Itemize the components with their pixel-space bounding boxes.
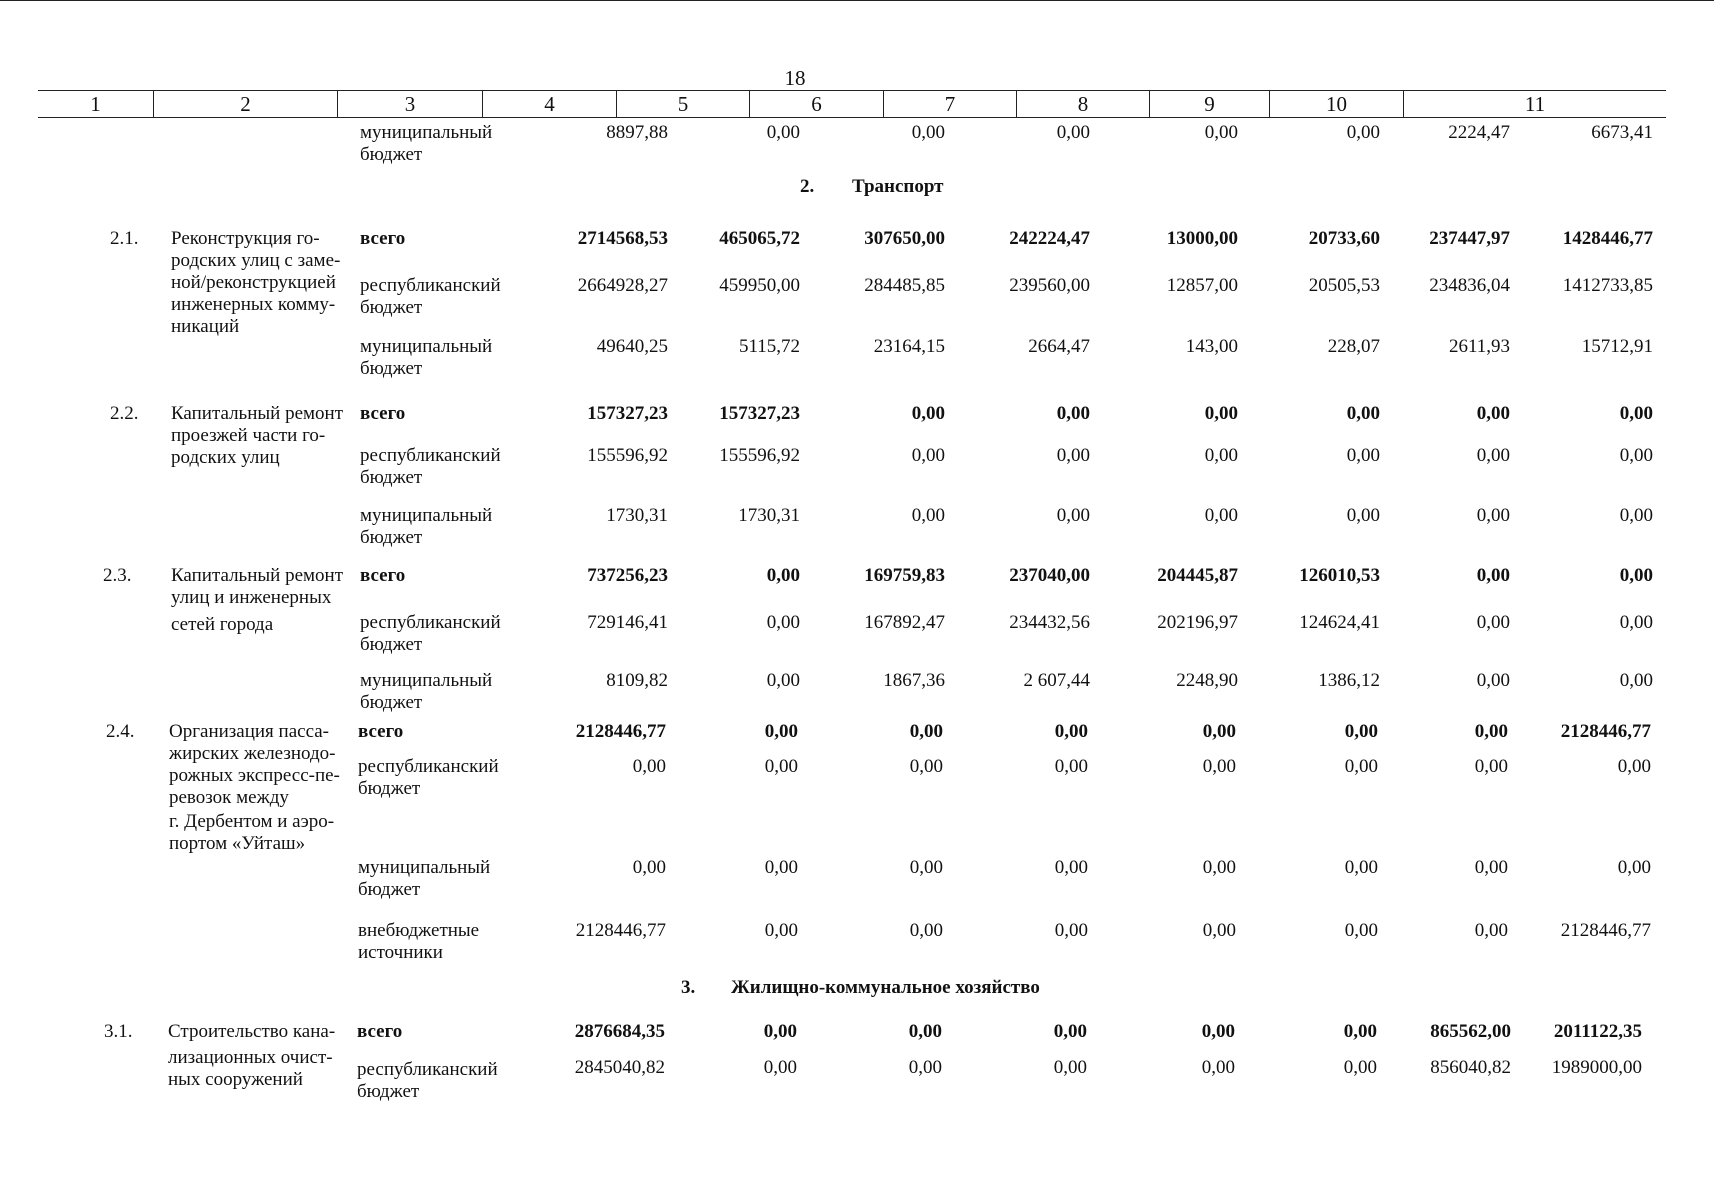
item-name-line: лизационных очист-	[168, 1047, 333, 1068]
item-name-line: Капитальный ремонт	[171, 403, 344, 424]
value-cell: 8109,82	[606, 670, 668, 691]
value-cell: 15712,91	[1581, 336, 1653, 357]
value-cell: 0,00	[1204, 122, 1238, 143]
value-cell: 0,00	[1346, 403, 1380, 424]
value-cell: 126010,53	[1299, 565, 1380, 586]
col-header-9: 9	[1204, 92, 1215, 116]
value-cell: 0,00	[1054, 756, 1088, 777]
value-cell: 8897,88	[606, 122, 668, 143]
value-cell: 284485,85	[864, 275, 945, 296]
source-label: муниципальный	[358, 857, 491, 878]
item-name-line: родских улиц	[171, 447, 280, 468]
value-cell: 865562,00	[1430, 1021, 1511, 1042]
source-label: республиканский	[357, 1059, 498, 1080]
value-cell: 2845040,82	[574, 1057, 665, 1078]
source-label: бюджет	[360, 634, 423, 655]
value-cell: 0,00	[1202, 721, 1236, 742]
value-cell: 0,00	[911, 403, 945, 424]
value-cell: 0,00	[1343, 1021, 1377, 1042]
item-name-line: Организация пасса-	[169, 721, 330, 742]
value-cell: 0,00	[1053, 1021, 1087, 1042]
source-label: бюджет	[358, 778, 421, 799]
value-cell: 0,00	[766, 670, 800, 691]
item-name-line: улиц и инженерных	[171, 587, 332, 608]
source-label: муниципальный	[360, 336, 493, 357]
value-cell: 49640,25	[596, 336, 668, 357]
value-cell: 0,00	[1202, 920, 1236, 941]
value-cell: 0,00	[909, 857, 943, 878]
value-cell: 0,00	[766, 565, 800, 586]
item-name-line: Капитальный ремонт	[171, 565, 344, 586]
value-cell: 0,00	[764, 721, 798, 742]
value-cell: 2664928,27	[577, 275, 668, 296]
source-label: всего	[360, 228, 406, 249]
value-cell: 23164,15	[873, 336, 945, 357]
value-cell: 228,07	[1327, 336, 1380, 357]
value-cell: 0,00	[1056, 445, 1090, 466]
value-cell: 307650,00	[864, 228, 945, 249]
source-label: муниципальный	[360, 122, 493, 143]
value-cell: 0,00	[1619, 565, 1653, 586]
value-cell: 239560,00	[1009, 275, 1090, 296]
section-number: 3.	[681, 977, 696, 998]
value-cell: 729146,41	[587, 612, 668, 633]
value-cell: 0,00	[1056, 403, 1090, 424]
value-cell: 2011122,35	[1553, 1021, 1642, 1042]
value-cell: 2714568,53	[577, 228, 668, 249]
value-cell: 169759,83	[864, 565, 945, 586]
value-cell: 0,00	[1476, 612, 1510, 633]
value-cell: 0,00	[1201, 1021, 1235, 1042]
source-label: всего	[360, 403, 406, 424]
item-name-line: Строительство кана-	[168, 1021, 336, 1042]
item-name-line: никаций	[171, 316, 240, 337]
source-label: бюджет	[357, 1081, 420, 1102]
value-cell: 0,00	[911, 122, 945, 143]
value-cell: 0,00	[1474, 857, 1508, 878]
item-name-line: родских улиц с заме-	[171, 250, 341, 271]
value-cell: 0,00	[1056, 505, 1090, 526]
value-cell: 143,00	[1185, 336, 1238, 357]
value-cell: 0,00	[1619, 445, 1653, 466]
value-cell: 0,00	[763, 1021, 797, 1042]
source-label: республиканский	[360, 275, 501, 296]
value-cell: 1730,31	[606, 505, 668, 526]
value-cell: 0,00	[1474, 721, 1508, 742]
value-cell: 1428446,77	[1562, 228, 1653, 249]
value-cell: 0,00	[1476, 565, 1510, 586]
item-name-line: ных сооружений	[168, 1069, 303, 1090]
source-label: всего	[357, 1021, 403, 1042]
value-cell: 237040,00	[1009, 565, 1090, 586]
value-cell: 2128446,77	[575, 721, 666, 742]
value-cell: 2128446,77	[1560, 721, 1651, 742]
value-cell: 2611,93	[1448, 336, 1510, 357]
col-header-1: 1	[90, 92, 101, 116]
value-cell: 0,00	[1619, 670, 1653, 691]
value-cell: 0,00	[1476, 445, 1510, 466]
value-cell: 0,00	[1344, 756, 1378, 777]
value-cell: 1386,12	[1318, 670, 1380, 691]
col-header-4: 4	[544, 92, 555, 116]
value-cell: 2664,47	[1028, 336, 1090, 357]
value-cell: 0,00	[1202, 857, 1236, 878]
col-header-7: 7	[944, 92, 956, 116]
value-cell: 20505,53	[1308, 275, 1380, 296]
value-cell: 167892,47	[864, 612, 945, 633]
col-header-5: 5	[677, 92, 689, 116]
value-cell: 0,00	[1617, 756, 1651, 777]
value-cell: 124624,41	[1299, 612, 1380, 633]
value-cell: 0,00	[1054, 857, 1088, 878]
item-name-line: ревозок между	[169, 787, 289, 808]
value-cell: 0,00	[632, 756, 666, 777]
value-cell: 0,00	[1054, 721, 1088, 742]
value-cell: 0,00	[909, 721, 943, 742]
value-cell: 0,00	[911, 505, 945, 526]
value-cell: 0,00	[1617, 857, 1651, 878]
source-label: бюджет	[360, 467, 423, 488]
value-cell: 2128446,77	[1560, 920, 1651, 941]
value-cell: 0,00	[1054, 920, 1088, 941]
value-cell: 242224,47	[1009, 228, 1090, 249]
value-cell: 204445,87	[1157, 565, 1238, 586]
source-label: всего	[360, 565, 406, 586]
value-cell: 0,00	[911, 445, 945, 466]
value-cell: 0,00	[766, 122, 800, 143]
source-label: внебюджетные	[358, 920, 480, 941]
value-cell: 459950,00	[719, 275, 800, 296]
value-cell: 157327,23	[719, 403, 800, 424]
item-name-line: г. Дербентом и аэро-	[169, 811, 335, 832]
value-cell: 856040,82	[1430, 1057, 1511, 1078]
table-header-row	[38, 90, 1666, 118]
value-cell: 2 607,44	[1023, 670, 1090, 691]
value-cell: 465065,72	[719, 228, 800, 249]
value-cell: 0,00	[764, 920, 798, 941]
item-name-line: рожных экспресс-пе-	[169, 765, 340, 786]
source-label: бюджет	[360, 144, 423, 165]
value-cell: 12857,00	[1166, 275, 1238, 296]
source-label: бюджет	[360, 692, 423, 713]
item-number: 2.4.	[106, 721, 135, 742]
item-name-line: инженерных комму-	[171, 294, 336, 315]
item-name-line: проезжей части го-	[171, 425, 326, 446]
value-cell: 0,00	[909, 756, 943, 777]
value-cell: 0,00	[1344, 920, 1378, 941]
value-cell: 0,00	[1204, 403, 1238, 424]
item-number: 2.3.	[103, 565, 132, 586]
item-number: 2.2.	[110, 403, 139, 424]
value-cell: 1867,36	[883, 670, 945, 691]
source-label: бюджет	[360, 297, 423, 318]
value-cell: 237447,97	[1429, 228, 1510, 249]
value-cell: 0,00	[1204, 445, 1238, 466]
value-cell: 0,00	[1344, 721, 1378, 742]
item-name-line: портом «Уйташ»	[169, 833, 306, 854]
value-cell: 0,00	[764, 756, 798, 777]
value-cell: 2128446,77	[575, 920, 666, 941]
col-header-11: 11	[1524, 92, 1546, 116]
value-cell: 0,00	[908, 1021, 942, 1042]
value-cell: 0,00	[1053, 1057, 1087, 1078]
source-label: республиканский	[358, 756, 499, 777]
item-number: 3.1.	[104, 1021, 133, 1042]
col-header-10: 10	[1326, 92, 1347, 116]
value-cell: 0,00	[1619, 505, 1653, 526]
section-title: Жилищно-коммунальное хозяйство	[731, 977, 1040, 998]
section-title: Транспорт	[852, 176, 944, 197]
value-cell: 0,00	[1343, 1057, 1377, 1078]
value-cell: 0,00	[1344, 857, 1378, 878]
value-cell: 234836,04	[1429, 275, 1510, 296]
col-header-8: 8	[1077, 92, 1089, 116]
value-cell: 0,00	[1202, 756, 1236, 777]
value-cell: 0,00	[1474, 920, 1508, 941]
source-label: источники	[358, 942, 443, 963]
value-cell: 0,00	[1619, 403, 1653, 424]
value-cell: 1989000,00	[1551, 1057, 1642, 1078]
page-edge-line	[0, 0, 1714, 1]
value-cell: 2224,47	[1448, 122, 1510, 143]
source-label: бюджет	[358, 879, 421, 900]
value-cell: 157327,23	[587, 403, 668, 424]
value-cell: 0,00	[1346, 445, 1380, 466]
value-cell: 1730,31	[738, 505, 800, 526]
source-label: республиканский	[360, 612, 501, 633]
value-cell: 0,00	[764, 857, 798, 878]
col-header-3: 3	[404, 92, 416, 116]
item-name-line: жирских железнодо-	[169, 743, 336, 764]
value-cell: 0,00	[632, 857, 666, 878]
value-cell: 0,00	[1474, 756, 1508, 777]
value-cell: 0,00	[1476, 403, 1510, 424]
value-cell: 0,00	[1204, 505, 1238, 526]
value-cell: 1412733,85	[1562, 275, 1653, 296]
value-cell: 0,00	[1619, 612, 1653, 633]
value-cell: 13000,00	[1166, 228, 1238, 249]
value-cell: 737256,23	[587, 565, 668, 586]
value-cell: 0,00	[909, 920, 943, 941]
value-cell: 0,00	[1201, 1057, 1235, 1078]
value-cell: 0,00	[908, 1057, 942, 1078]
value-cell: 0,00	[1346, 122, 1380, 143]
source-label: бюджет	[360, 527, 423, 548]
source-label: муниципальный	[360, 505, 493, 526]
page-number: 18	[784, 66, 806, 90]
section-number: 2.	[800, 176, 815, 197]
value-cell: 0,00	[763, 1057, 797, 1078]
item-name-line: ной/реконструкцией	[171, 272, 336, 293]
source-label: республиканский	[360, 445, 501, 466]
item-name-line: Реконструкция го-	[171, 228, 320, 249]
value-cell: 0,00	[1056, 122, 1090, 143]
value-cell: 155596,92	[719, 445, 800, 466]
value-cell: 234432,56	[1009, 612, 1090, 633]
source-label: всего	[358, 721, 404, 742]
value-cell: 155596,92	[587, 445, 668, 466]
value-cell: 0,00	[1476, 505, 1510, 526]
value-cell: 202196,97	[1157, 612, 1238, 633]
source-label: муниципальный	[360, 670, 493, 691]
value-cell: 0,00	[1346, 505, 1380, 526]
value-cell: 2876684,35	[574, 1021, 665, 1042]
value-cell: 0,00	[766, 612, 800, 633]
item-name-line: сетей города	[171, 614, 274, 635]
col-header-2: 2	[240, 92, 251, 116]
source-label: бюджет	[360, 358, 423, 379]
value-cell: 5115,72	[738, 336, 800, 357]
col-header-6: 6	[811, 92, 822, 116]
value-cell: 20733,60	[1308, 228, 1380, 249]
item-number: 2.1.	[110, 228, 139, 249]
value-cell: 6673,41	[1591, 122, 1653, 143]
value-cell: 0,00	[1476, 670, 1510, 691]
value-cell: 2248,90	[1176, 670, 1238, 691]
